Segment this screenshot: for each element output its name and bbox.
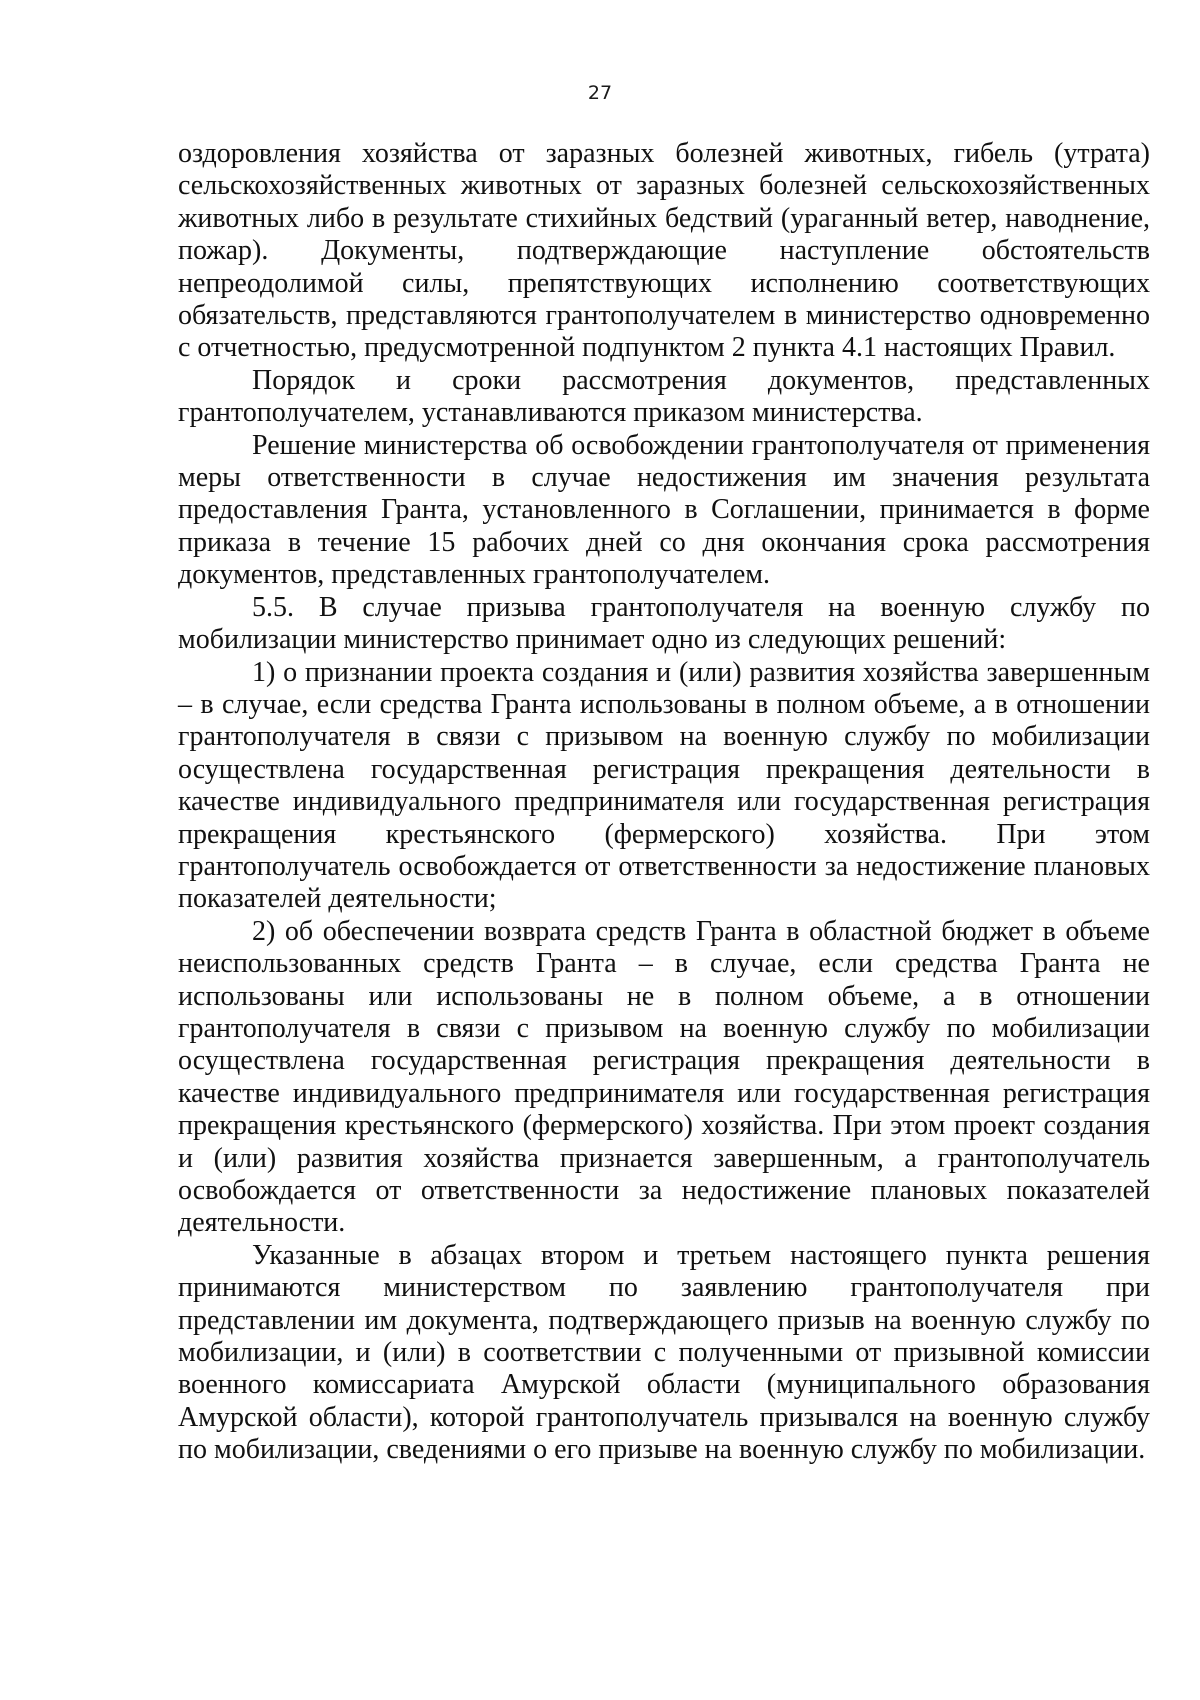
paragraph-continuation: оздоровления хозяйства от заразных болезней животных, гибель (утрата) сельскохозяйственных животных от заразных болезней сельскохозяйственных животных либо в результате стихийных бедствий (ураганный ветер, наводнение, пожар). Документы, подтверждающие наступление обстоятельств непреодолимой силы, препятствующих исполнению соответствующих обязательств, представляются грантополучателем в министерство одновременно с отчетностью, предусмотренной подпунктом 2 пункта 4.1 настоящих Правил.	[178, 138, 1150, 364]
document-body	[178, 138, 1150, 1467]
paragraph-clause-5-5-item-1: 1) о признании проекта создания и (или) развития хозяйства завершенным – в случае, если средства Гранта использованы в полном объеме, а в отношении грантополучателя в связи с призывом на военную службу по мобилизации осуществлена государственная регистрация прекращения деятельности в качестве индивидуального предпринимателя или государственная регистрация прекращения крестьянского (фермерского) хозяйства. При этом грантополучатель освобождается от ответственности за недостижение плановых показателей деятельности;	[178, 656, 1150, 915]
paragraph-clause-5-5: 5.5. В случае призыва грантополучателя на военную службу по мобилизации министерство принимает одно из следующих решений:	[178, 591, 1150, 656]
paragraph-clause-5-5-item-2: 2) об обеспечении возврата средств Гранта в областной бюджет в объеме неиспользованных средств Гранта – в случае, если средства Гранта не использованы или использованы не в полном объеме, а в отношении грантополучателя в связи с призывом на военную службу по мобилизации осуществлена государственная регистрация прекращения деятельности в качестве индивидуального предпринимателя или государственная регистрация прекращения крестьянского (фермерского) хозяйства. При этом проект создания и (или) развития хозяйства признается завершенным, а грантополучатель освобождается от ответственности за недостижение плановых показателей деятельности.	[178, 915, 1150, 1239]
page-number: 27	[587, 82, 613, 104]
paragraph-exemption-decision: Решение министерства об освобождении грантополучателя от применения меры ответственности в случае недостижения им значения результата предоставления Гранта, установленного в Соглашении, принимается в форме приказа в течение 15 рабочих дней со дня окончания срока рассмотрения документов, представленных грантополучателем.	[178, 429, 1150, 591]
paragraph-clause-5-5-closing: Указанные в абзацах втором и третьем настоящего пункта решения принимаются министерством по заявлению грантополучателя при представлении им документа, подтверждающего призыв на военную службу по мобилизации, и (или) в соответствии с полученными от призывной комиссии военного комиссариата Амурской области (муниципального образования Амурской области), которой грантополучатель призывался на военную службу по мобилизации, сведениями о его призыве на военную службу по мобилизации.	[178, 1239, 1150, 1466]
paragraph-review-procedure: Порядок и сроки рассмотрения документов, представленных грантополучателем, устанавливаются приказом министерства.	[178, 364, 1150, 429]
